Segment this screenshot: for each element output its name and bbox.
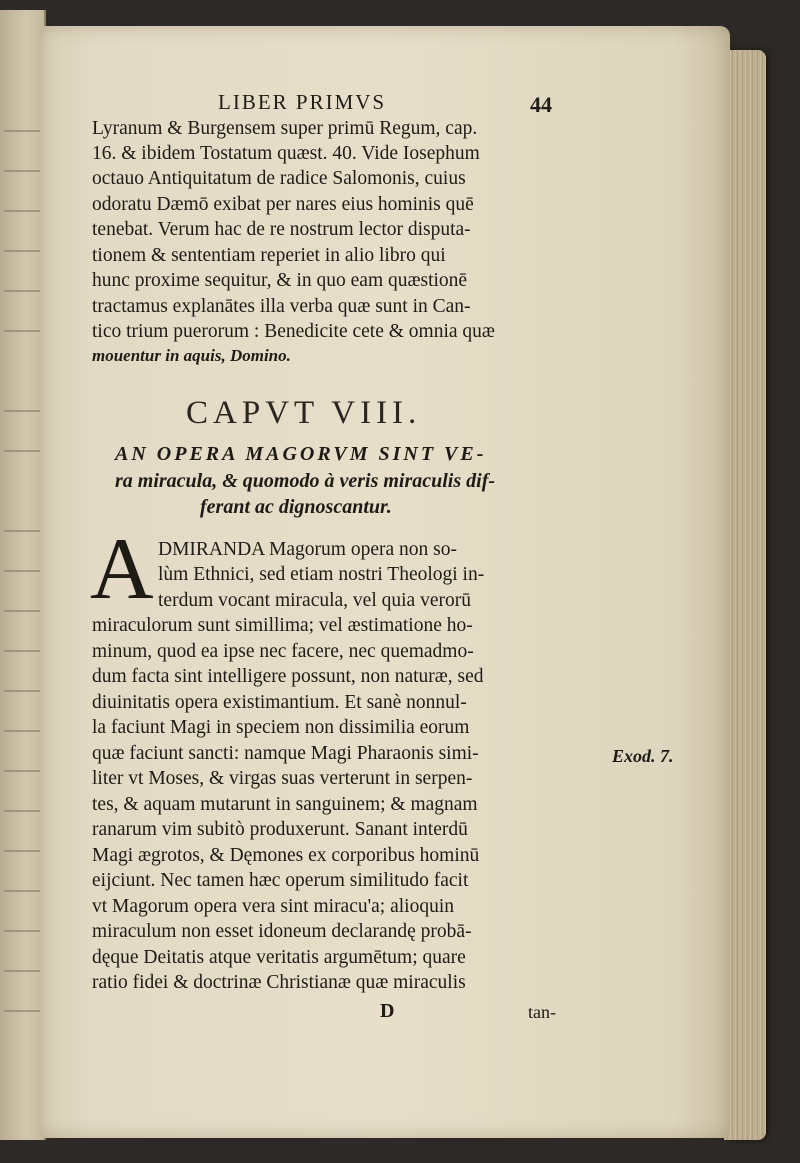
text-line: miraculorum sunt simillima; vel æstimatione ho- — [92, 615, 473, 636]
catchword: tan- — [528, 1002, 556, 1022]
text-line: ranarum vim subitò produxerunt. Sanant interdū — [92, 819, 468, 840]
text-line: quæ faciunt sancti: namque Magi Pharaonis simi- — [92, 743, 479, 764]
text-line: minum, quod ea ipse nec facere, nec quemadmo- — [92, 641, 474, 662]
text-line: 16. & ibidem Tostatum quæst. 40. Vide Iosephum — [92, 143, 480, 164]
text-line: lùm Ethnici, sed etiam nostri Theologi in- — [158, 564, 485, 585]
text-line: la faciunt Magi in speciem non dissimilia eorum — [92, 717, 470, 738]
text-line: Lyranum & Burgensem super primū Regum, cap. — [92, 118, 478, 139]
text-line: miraculum non esset idoneum declarandę probā- — [92, 921, 472, 942]
text-line: mouentur in aquis, Domino. — [92, 346, 291, 365]
text-line: DMIRANDA Magorum opera non so- — [158, 539, 457, 560]
text-line: eijciunt. Nec tamen hæc operum similitudo facit — [92, 870, 469, 891]
marginal-note: Exod. 7. — [612, 746, 674, 766]
chapter-heading: CAPVT VIII. — [186, 395, 422, 431]
text-line: tractamus explanātes illa verba quæ sunt in Can- — [92, 296, 471, 317]
chapter-subtitle: ferant ac dignoscantur. — [200, 496, 392, 518]
text-line: hunc proxime sequitur, & in quo eam quæstionē — [92, 270, 468, 291]
page-number: 44 — [530, 92, 552, 117]
text-line: ratio fidei & doctrinæ Christianæ quæ miraculis — [92, 972, 466, 993]
running-head: LIBER PRIMVS — [218, 90, 387, 114]
text-line: octauo Antiquitatum de radice Salomonis, cuius — [92, 168, 466, 189]
text-line: dęque Deitatis atque veritatis argumētum; quare — [92, 947, 466, 968]
text-line: liter vt Moses, & virgas suas verterunt in serpen- — [92, 768, 473, 789]
text-line: odoratu Dæmō exibat per nares eius hominis quē — [92, 194, 474, 215]
text-line: diuinitatis opera existimantium. Et sanè nonnul- — [92, 692, 467, 713]
drop-capital: A — [90, 521, 154, 618]
text-line: tionem & sententiam reperiet in alio libro qui — [92, 245, 446, 266]
text-line: dum facta sint intelligere possunt, non naturæ, sed — [92, 666, 484, 687]
text-line: tes, & aquam mutarunt in sanguinem; & magnam — [92, 794, 478, 815]
text-line: vt Magorum opera vera sint miracu'a; alioquin — [92, 896, 454, 917]
page-edges — [724, 50, 766, 1140]
signature-mark: D — [380, 1000, 395, 1022]
text-line: terdum vocant miracula, vel quia verorū — [158, 590, 471, 611]
text-line: tenebat. Verum hac de re nostrum lector disputa- — [92, 219, 471, 240]
text-line: tico trium puerorum : Benedicite cete & omnia quæ — [92, 321, 495, 342]
text-line: Magi ægrotos, & Dęmones ex corporibus hominū — [92, 845, 480, 866]
chapter-subtitle: AN OPERA MAGORVM SINT VE- — [115, 443, 487, 465]
chapter-subtitle: ra miracula, & quomodo à veris miraculis dif- — [115, 470, 496, 492]
